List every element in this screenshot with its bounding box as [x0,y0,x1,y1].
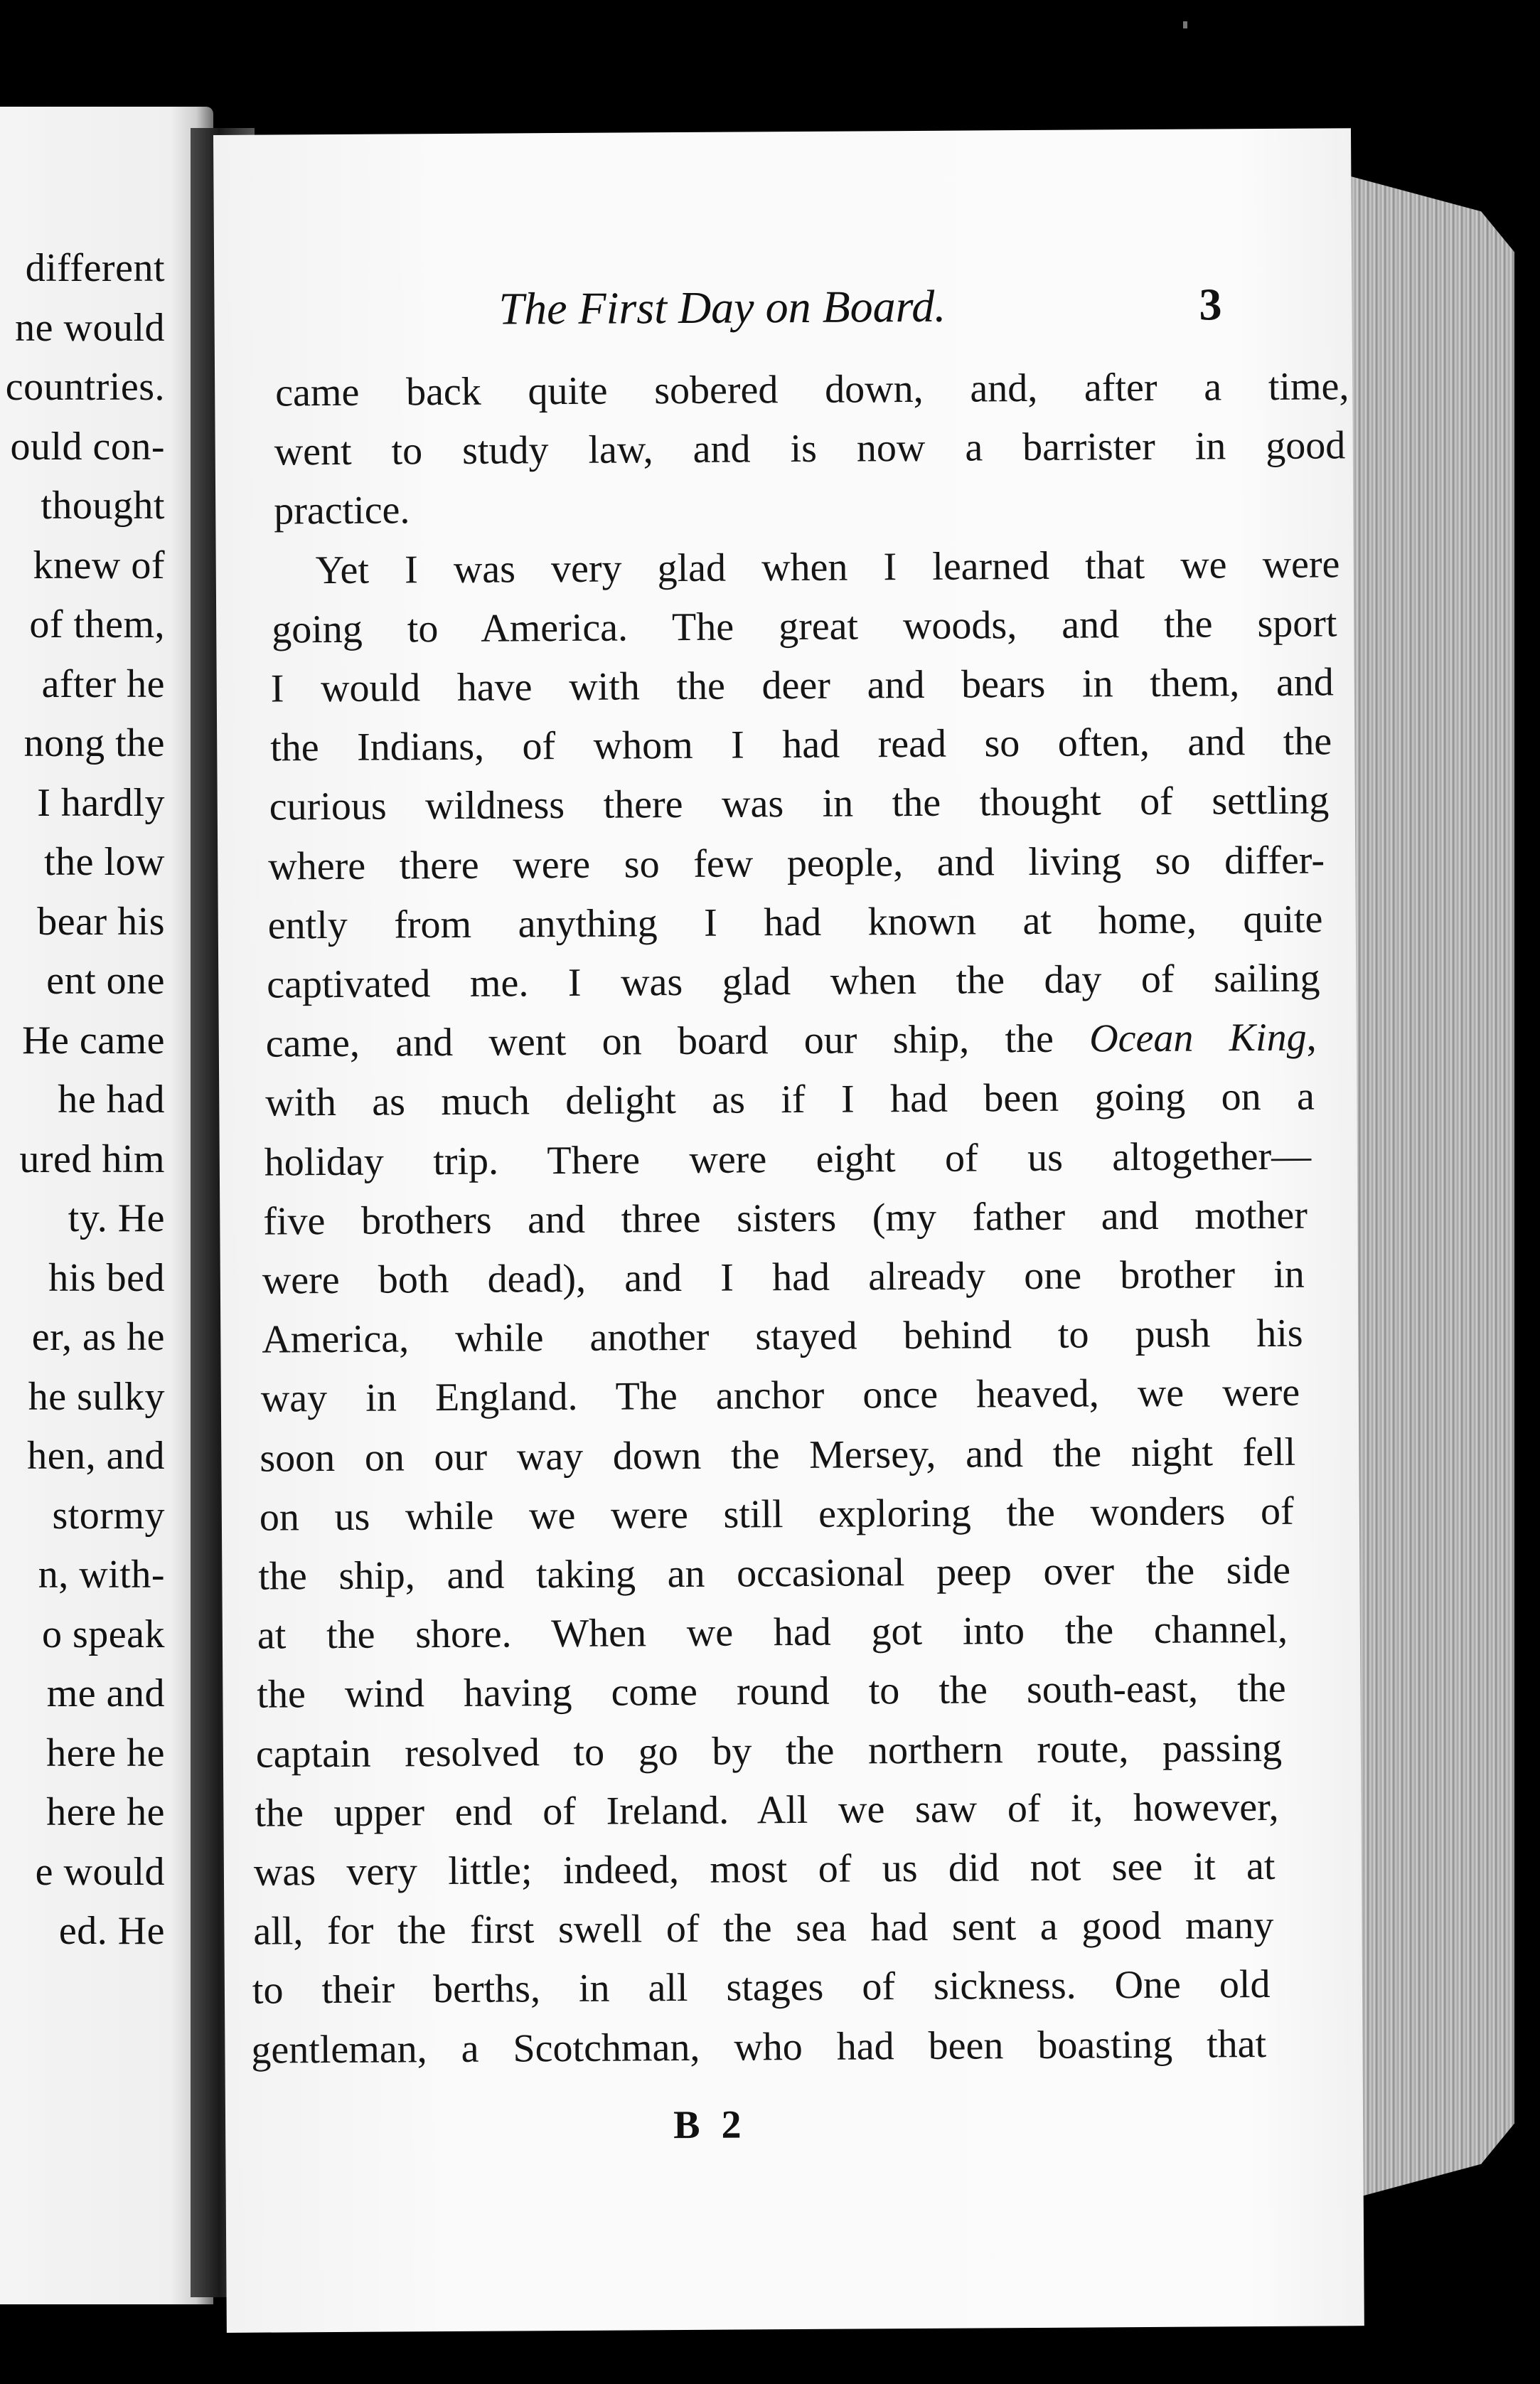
left-page-line: thought [41,484,165,528]
left-page-line: me and [46,1671,165,1715]
body-line: went to study law, and is now a barrister in good [274,423,1346,474]
body-line: where there were so few people, and living so differ- [268,838,1325,889]
body-line: to their berths, in all stages of sickness. One old [252,1962,1271,2013]
body-line: five brothers and three sisters (my father and mother [263,1193,1308,1244]
body-line: came back quite sobered down, and, after a time, [275,364,1349,415]
body-line: the Indians, of whom I had read so often, and the [270,719,1332,770]
left-page-line: nong the [23,721,165,765]
body-line: captivated me. I was glad when the day of sailing [267,956,1320,1007]
left-page-line: after he [41,661,165,706]
body-line: captain resolved to go by the northern route, passing [255,1725,1283,1777]
body-line: Yet I was very glad when I learned that we were [315,541,1340,592]
left-page-line: o speak [41,1612,165,1656]
body-line: was very little; indeed, most of us did not see it at [253,1843,1276,1895]
main-page [213,128,1364,2333]
body-line: I would have with the deer and bears in them, and [270,660,1335,711]
body-line: all, for the first swell of the sea had sent a good many [253,1903,1274,1954]
left-page-line: n, with- [38,1553,165,1597]
running-title: The First Day on Board. [498,280,946,334]
left-page-line: I hardly [37,780,165,825]
left-page-fragment [0,107,213,2304]
left-page-line: ty. He [68,1196,165,1240]
body-line: America, while another stayed behind to push his [262,1311,1303,1362]
page-number: 3 [1199,279,1222,330]
left-page-line: knew of [33,543,165,587]
body-line: at the shore. When we had got into the channel, [257,1607,1288,1658]
body-line: practice. [274,488,410,533]
body-line: the ship, and taking an occasional peep over the side [258,1548,1291,1599]
left-page-line: different [25,246,165,290]
body-line: way in England. The anchor once heaved, we were [260,1371,1300,1422]
body-line: going to America. The great woods, and the sport [272,601,1337,652]
body-line: came, and went on board our ship, the Ocean King, [265,1015,1317,1066]
body-text [213,128,1364,2269]
left-page-line: ured him [19,1137,165,1181]
left-page-line: he sulky [28,1374,165,1419]
left-page-line: countries. [5,365,165,409]
left-page-line: he had [58,1077,165,1122]
body-line: on us while we were still exploring the wonders of [259,1489,1294,1540]
left-page-line: his bed [48,1255,165,1300]
body-line: holiday trip. There were eight of us altogether— [264,1134,1312,1185]
left-page-line: He came [22,1018,165,1063]
left-page-line: e would [35,1849,165,1894]
left-page-line: ould con- [10,424,165,469]
body-line: curious wildness there was in the thought of settling [269,778,1330,829]
ship-name: Ocean King [1089,1015,1307,1061]
body-line: the wind having come round to the south-east, the [257,1666,1286,1718]
signature-mark: B 2 [673,2102,747,2148]
scan-speck [1183,21,1187,28]
left-page-line: the low [44,840,165,884]
left-page-line: bear his [37,899,165,944]
left-page-line: er, as he [31,1315,165,1359]
body-line: the upper end of Ireland. All we saw of it, however, [255,1784,1279,1836]
left-page-line: ed. He [58,1909,165,1953]
left-page-line: here he [46,1790,165,1834]
body-line: soon on our way down the Mersey, and the night fell [260,1430,1296,1481]
left-page-line: here he [46,1730,165,1775]
left-page-line: hen, and [27,1434,165,1478]
body-line: with as much delight as if I had been going on a [265,1074,1315,1125]
body-line: gentleman, a Scotchman, who had been boasting that [251,2021,1267,2072]
body-line: were both dead), and I had already one brother in [262,1252,1305,1303]
left-page-line: of them, [29,602,165,646]
left-page-line: ne would [15,305,165,350]
left-page-line: stormy [52,1493,165,1538]
body-line: ently from anything I had known at home, quite [267,897,1323,948]
left-page-line: ent one [46,959,165,1003]
